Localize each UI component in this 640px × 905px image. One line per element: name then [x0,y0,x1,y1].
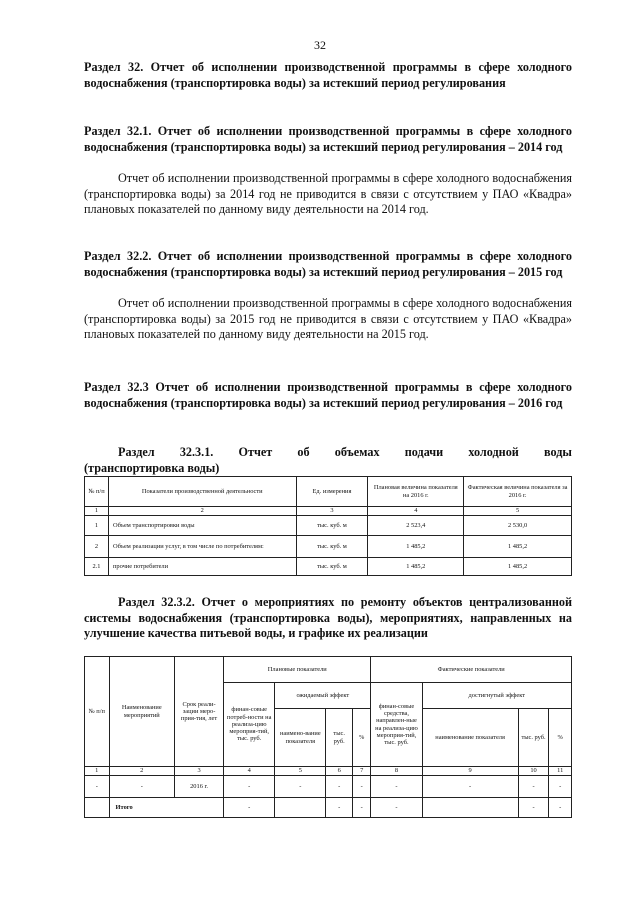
title-line-2: (транспортировка воды) [84,460,220,475]
table-cell: 1 485,2 [464,558,572,576]
table-cell: 2016 г. [175,776,224,798]
table-row [85,536,572,558]
col-number: 4 [224,767,275,776]
table-cell: - [352,798,370,818]
total-label: Итого [109,798,224,818]
col-number: 2 [109,767,174,776]
section-32-2-title: Раздел 32.2. Отчет об исполнении производственной программы в сфере холодного водоснабжения (транспортировка воды) за истекший период регулирования – 2015 год [84,249,572,279]
section-32-title: Раздел 32. Отчет об исполнении производственной программы в сфере холодного водоснабжения (транспортировка воды) за истекший период регулирования [84,60,572,90]
column-number-row [85,507,572,516]
header-cell: тыс. руб. [326,709,353,767]
col-number: 11 [549,767,572,776]
measures-table [84,656,572,818]
table-cell: - [275,776,326,798]
header-cell: тыс. руб. [518,709,549,767]
table-cell: тыс. куб. м [296,516,368,536]
col-number: 1 [85,767,110,776]
col-number: 7 [352,767,370,776]
col-number: 2 [108,507,296,516]
col-number: 5 [464,507,572,516]
table-cell [85,798,110,818]
table-cell: 2.1 [85,558,109,576]
section-32-3-1-title [84,445,572,476]
volumes-table [84,476,572,576]
table-cell: прочие потребители [108,558,296,576]
section-32-2-body: Отчет об исполнении производственной программы в сфере холодного водоснабжения (транспортировка воды) за 2015 год не приводится в связи с отсутствием у ПАО «Квадра» плановых показателей по данному виду деятельности на 2015 год. [84,296,572,342]
header-cell: финан-совые потреб-ности на реализа-цию мероприя-тий, тыс. руб. [224,683,275,767]
header-cell: Наименование мероприятий [109,657,174,767]
page-number: 32 [314,38,326,52]
table-cell: - [549,798,572,818]
table-header-row [85,477,572,507]
section-32-1-body: Отчет об исполнении производственной программы в сфере холодного водоснабжения (транспортировка воды) за 2014 год не приводится в связи с отсутствием у ПАО «Квадра» плановых показателей по данному виду деятельности на 2014 год. [84,171,572,217]
header-cell: Показатели производственной деятельности [108,477,296,507]
header-cell: наимено-вание показателя [275,709,326,767]
section-32-3-2-title: Раздел 32.3.2. Отчет о мероприятиях по ремонту объектов централизованной системы водоснабжения (транспортировка воды), мероприятиях, направленных на улучшение качества питьевой воды, и графике их реализации [84,595,572,641]
table-cell: - [224,776,275,798]
column-number-row [85,767,572,776]
header-cell: финан-совые средства, направлен-ные на реализа-цию мероприя-тий, тыс. руб. [371,683,422,767]
header-cell: Плановая величина показателя на 2016 г. [368,477,464,507]
table-cell: тыс. куб. м [296,558,368,576]
table-cell: тыс. куб. м [296,536,368,558]
header-cell: Срок реали-зации меро-прия-тия, лет [175,657,224,767]
table-cell: - [352,776,370,798]
header-cell: № п/п [85,477,109,507]
table-cell: Объем реализации услуг, в том числе по потребителям: [108,536,296,558]
col-number: 9 [422,767,518,776]
header-cell: наименование показателя [422,709,518,767]
header-cell: достигнутый эффект [422,683,571,709]
header-cell: % [549,709,572,767]
title-word: Отчет [238,445,273,459]
table-cell: - [371,776,422,798]
table-header-row [85,657,572,683]
table-cell: - [518,776,549,798]
table-cell: - [518,798,549,818]
table-cell: - [371,798,422,818]
table-cell: 1 485,2 [368,536,464,558]
table-cell [275,798,326,818]
table-cell: 1 485,2 [368,558,464,576]
table-total-row [85,798,572,818]
table-cell: - [224,798,275,818]
table-row [85,516,572,536]
table-cell: - [326,798,353,818]
title-word: 32.3.1. [179,445,214,459]
col-number: 6 [326,767,353,776]
col-number: 1 [85,507,109,516]
header-cell: Фактические показатели [371,657,572,683]
table-cell: - [549,776,572,798]
table-cell: 2 [85,536,109,558]
section-32-1-title: Раздел 32.1. Отчет об исполнении производственной программы в сфере холодного водоснабжения (транспортировка воды) за истекший период регулирования – 2014 год [84,124,572,154]
title-word: воды [544,445,572,459]
title-word: объемах [334,445,380,459]
table-row [85,776,572,798]
table-cell: 2 523,4 [368,516,464,536]
col-number: 8 [371,767,422,776]
title-word: холодной [468,445,519,459]
table-cell: - [422,776,518,798]
table-cell: Объем транспортировки воды [108,516,296,536]
header-cell: Фактическая величина показателя за 2016 г. [464,477,572,507]
header-cell: № п/п [85,657,110,767]
header-cell: ожидаемый эффект [275,683,371,709]
section-32-3-title: Раздел 32.3 Отчет об исполнении производственной программы в сфере холодного водоснабжения (транспортировка воды) за истекший период регулирования – 2016 год [84,380,572,410]
header-cell: Ед. измерения [296,477,368,507]
table-cell [422,798,518,818]
col-number: 5 [275,767,326,776]
table-cell: - [85,776,110,798]
table-cell: 2 530,0 [464,516,572,536]
col-number: 3 [296,507,368,516]
header-cell: Плановые показатели [224,657,371,683]
table-cell: 1 [85,516,109,536]
table-row [85,558,572,576]
table-cell: 1 485,2 [464,536,572,558]
col-number: 10 [518,767,549,776]
header-cell: % [352,709,370,767]
title-word: об [297,445,310,459]
title-word: Раздел [118,445,155,459]
title-word: подачи [404,445,444,459]
table-cell: - [109,776,174,798]
table-cell: - [326,776,353,798]
col-number: 4 [368,507,464,516]
col-number: 3 [175,767,224,776]
